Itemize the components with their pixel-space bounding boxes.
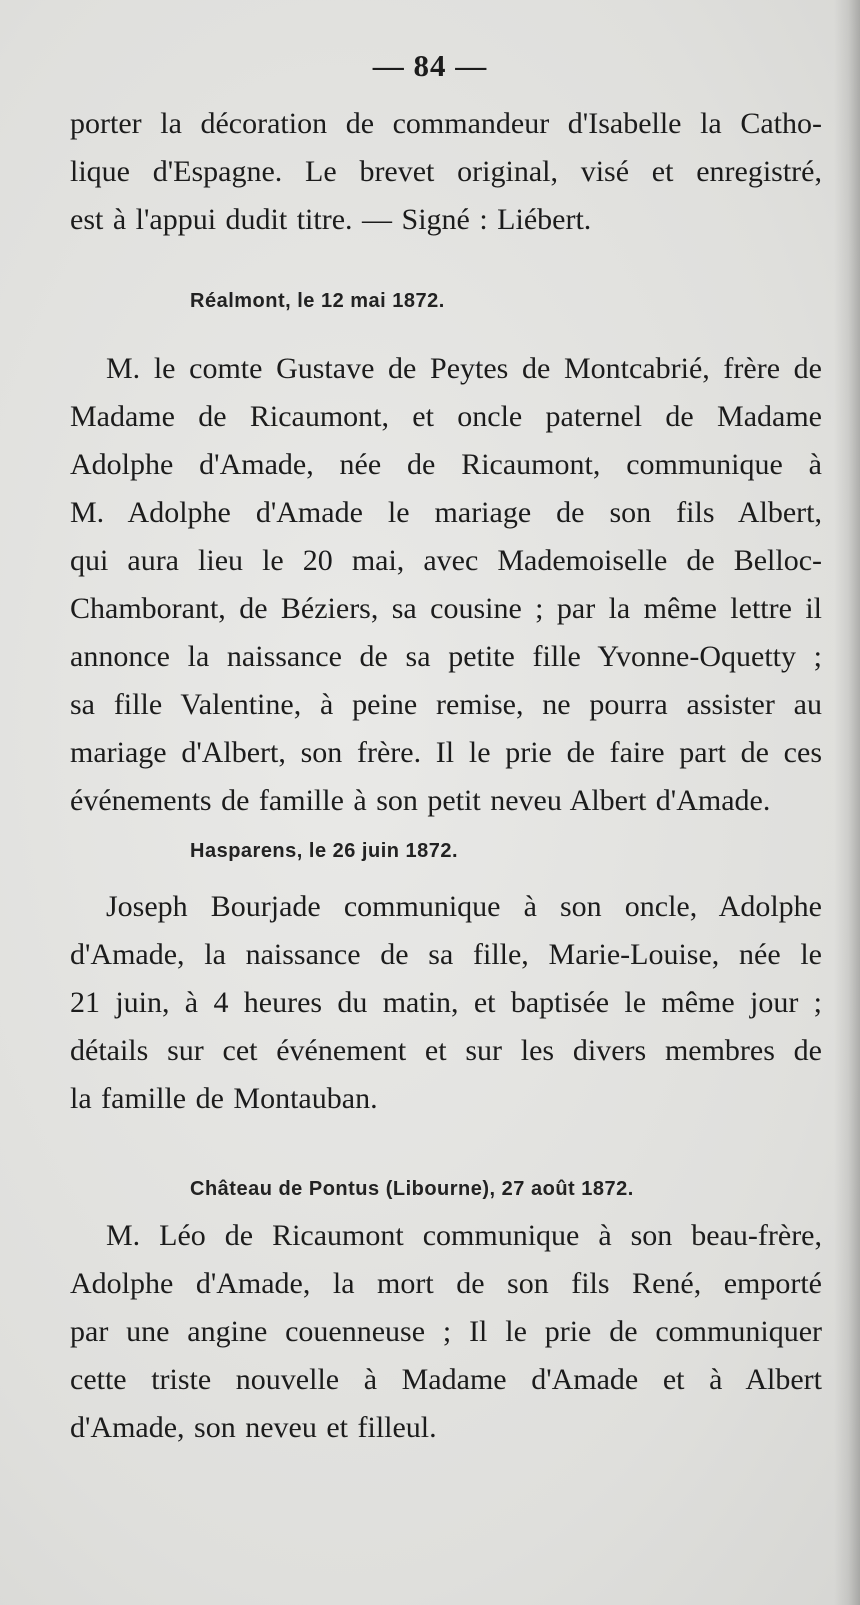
text-line: Adolphe d'Amade, née de Ricaumont, communique à (70, 448, 822, 481)
text-line: qui aura lieu le 20 mai, avec Mademoiselle de Belloc- (70, 544, 822, 577)
text-line: 21 juin, à 4 heures du matin, et baptisée le même jour ; (70, 986, 822, 1019)
dateline-pontus: Château de Pontus (Libourne), 27 août 1872. (190, 1178, 634, 1200)
text-line: la famille de Montauban. (70, 1082, 378, 1115)
text-line: sa fille Valentine, à peine remise, ne pourra assister au (70, 688, 822, 721)
text-line: annonce la naissance de sa petite fille Yvonne-Oquetty ; (70, 640, 822, 673)
text-line: Adolphe d'Amade, la mort de son fils René, emporté (70, 1267, 822, 1300)
text-line: est à l'appui dudit titre. — Signé : Liébert. (70, 203, 592, 236)
text-line: M. Léo de Ricaumont communique à son beau-frère, (106, 1219, 822, 1252)
page-number: — 84 — (372, 48, 488, 83)
text-line: d'Amade, la naissance de sa fille, Marie-Louise, née le (70, 938, 822, 971)
text-line: détails sur cet événement et sur les divers membres de (70, 1034, 822, 1067)
text-line: par une angine couenneuse ; Il le prie de communiquer (70, 1315, 822, 1348)
paragraph-hasparens (70, 883, 822, 1123)
text-line: M. Adolphe d'Amade le mariage de son fils Albert, (70, 496, 822, 529)
paragraph-continuation (70, 100, 822, 244)
text-line: Chamborant, de Béziers, sa cousine ; par la même lettre il (70, 592, 822, 625)
text-line: d'Amade, son neveu et filleul. (70, 1411, 437, 1444)
page-edge-shadow (834, 0, 860, 1605)
paragraph-realmont (70, 345, 822, 825)
dateline-realmont: Réalmont, le 12 mai 1872. (190, 290, 445, 312)
text-line: M. le comte Gustave de Peytes de Montcabrié, frère de (106, 352, 822, 385)
paragraph-pontus (70, 1212, 822, 1452)
text-line: porter la décoration de commandeur d'Isabelle la Catho- (70, 107, 822, 140)
text-line: mariage d'Albert, son frère. Il le prie de faire part de ces (70, 736, 822, 769)
text-line: Joseph Bourjade communique à son oncle, Adolphe (106, 890, 822, 923)
text-line: cette triste nouvelle à Madame d'Amade et à Albert (70, 1363, 822, 1396)
text-line: lique d'Espagne. Le brevet original, visé et enregistré, (70, 155, 822, 188)
text-line: Madame de Ricaumont, et oncle paternel de Madame (70, 400, 822, 433)
dateline-hasparens: Hasparens, le 26 juin 1872. (190, 840, 459, 862)
text-line: événements de famille à son petit neveu Albert d'Amade. (70, 784, 771, 817)
